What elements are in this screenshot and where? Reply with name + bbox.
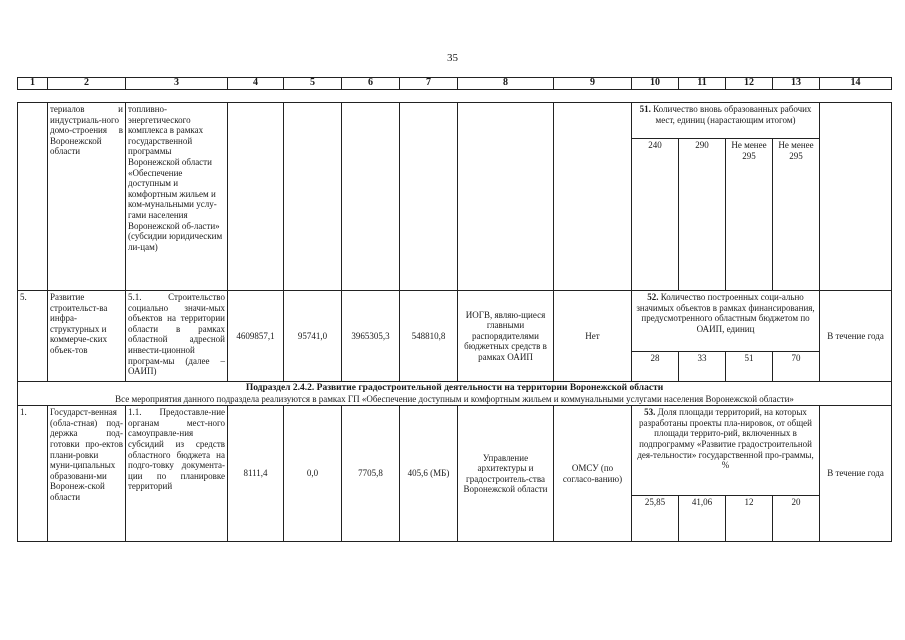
col-header-4: 4 bbox=[228, 78, 284, 90]
indicator-52-value-3: 51 bbox=[726, 352, 773, 382]
section-subtitle: Все мероприятия данного подраздела реализуются в рамках ГП «Обеспечение доступным и комфортным жильем и коммунальными услугами населения Воронежской области» bbox=[115, 393, 794, 404]
row5-deadline: В течение года bbox=[820, 291, 892, 382]
indicator-52-value-1: 28 bbox=[632, 352, 679, 382]
row-cont-num bbox=[18, 103, 48, 291]
col-header-3: 3 bbox=[126, 78, 228, 90]
row1-col7: 405,6 (МБ) bbox=[400, 406, 458, 542]
indicator-53-value-4: 20 bbox=[773, 496, 820, 542]
indicator-52-value-4: 70 bbox=[773, 352, 820, 382]
section-heading-row bbox=[18, 382, 892, 406]
indicator-53-value-1: 25,85 bbox=[632, 496, 679, 542]
indicator-53-number: 53. bbox=[644, 407, 656, 418]
col-header-7: 7 bbox=[400, 78, 458, 90]
page-number: 35 bbox=[447, 52, 458, 64]
col-header-11: 11 bbox=[679, 78, 726, 90]
row1-col4: 8111,4 bbox=[228, 406, 284, 542]
row1-executor: Управление архитектуры и градостроитель-ства Воронежской области bbox=[458, 406, 554, 542]
col-header-14: 14 bbox=[820, 78, 892, 90]
indicator-51-value-4: Не менее 295 bbox=[773, 139, 820, 291]
col-header-1: 1 bbox=[18, 78, 48, 90]
col-header-9: 9 bbox=[554, 78, 632, 90]
row-cont-name: териалов и индустриаль-ного домо-строения в Воронежской области bbox=[48, 103, 126, 291]
row5-num: 5. bbox=[18, 291, 48, 382]
indicator-52-number: 52. bbox=[647, 292, 659, 302]
indicator-52 bbox=[632, 291, 820, 352]
indicator-53-text: Доля площади территорий, на которых разработаны проекты пла-нировок, от общей площади террито-рий, включенных в подпрограмму «Развитие градостроительной дея-тельности» государственной про-граммы, % bbox=[637, 407, 814, 471]
indicator-51-value-2: 290 bbox=[679, 139, 726, 291]
table-row-continued bbox=[18, 103, 892, 139]
row-cont-col4 bbox=[228, 103, 284, 291]
measures-table bbox=[17, 102, 892, 542]
col-header-5: 5 bbox=[284, 78, 342, 90]
row5-col6: 3965305,3 bbox=[342, 291, 400, 382]
row-cont-executor bbox=[458, 103, 554, 291]
row1-num: 1. bbox=[18, 406, 48, 542]
section-title: Подраздел 2.4.2. Развитие градостроительной деятельности на территории Воронежской области bbox=[245, 383, 664, 393]
header-row bbox=[18, 78, 892, 90]
indicator-51-value-1: 240 bbox=[632, 139, 679, 291]
col-header-2: 2 bbox=[48, 78, 126, 90]
row-cont-measure: топливно-энергетического комплекса в рамках государственной программы Воронежской области «Обеспечение доступным и комфортным жильем и ком-мунальными услу-гами населения Воронежской об-ласти» (субсидии юридическим ли-цам) bbox=[126, 103, 228, 291]
table-row-5 bbox=[18, 291, 892, 352]
row-cont-co-executor bbox=[554, 103, 632, 291]
row5-name: Развитие строительст-ва инфра-структурных и коммерче-ских объек-тов bbox=[48, 291, 126, 382]
indicator-51-value-3: Не менее 295 bbox=[726, 139, 773, 291]
indicator-51 bbox=[632, 103, 820, 139]
table-row-1 bbox=[18, 406, 892, 496]
row5-measure: 5.1. Строительство социально значи-мых объектов на территории области в рамках областной адресной инвести-ционной програм-мы (далее – ОАИП) bbox=[126, 291, 228, 382]
section-heading bbox=[18, 382, 892, 406]
row5-col4: 4609857,1 bbox=[228, 291, 284, 382]
indicator-53 bbox=[632, 406, 820, 496]
col-header-13: 13 bbox=[773, 78, 820, 90]
row1-deadline: В течение года bbox=[820, 406, 892, 542]
row1-co-executor: ОМСУ (по согласо-ванию) bbox=[554, 406, 632, 542]
indicator-53-value-2: 41,06 bbox=[679, 496, 726, 542]
row-cont-col6 bbox=[342, 103, 400, 291]
row5-col5: 95741,0 bbox=[284, 291, 342, 382]
row5-co-executor: Нет bbox=[554, 291, 632, 382]
row1-col5: 0,0 bbox=[284, 406, 342, 542]
col-header-12: 12 bbox=[726, 78, 773, 90]
col-header-10: 10 bbox=[632, 78, 679, 90]
row1-name: Государст-венная (обла-стная) под-держка под-готовки про-ектов плани-ровки муни-ципальных образовани-ми Воронеж-ской области bbox=[48, 406, 126, 542]
row5-col7: 548810,8 bbox=[400, 291, 458, 382]
indicator-53-value-3: 12 bbox=[726, 496, 773, 542]
col-header-6: 6 bbox=[342, 78, 400, 90]
row-cont-col5 bbox=[284, 103, 342, 291]
col-header-8: 8 bbox=[458, 78, 554, 90]
indicator-52-text: Количество построенных соци-ально значимых объектов в рамках финансирования, предусмотренного областным бюджетом по ОАИП, единиц bbox=[636, 292, 815, 334]
indicator-52-value-2: 33 bbox=[679, 352, 726, 382]
indicator-51-text: Количество вновь образованных рабочих мест, единиц (нарастающим итогом) bbox=[650, 104, 812, 125]
row1-col6: 7705,8 bbox=[342, 406, 400, 542]
row1-measure: 1.1. Предоставле-ние органам мест-ного самоуправле-ния субсидий из средств областного бюджета на подго-товку документа-ции по планировке территорий bbox=[126, 406, 228, 542]
row-cont-col7 bbox=[400, 103, 458, 291]
indicator-51-number: 51. bbox=[639, 104, 651, 114]
row5-executor: ИОГВ, являю-щиеся главными распорядителями бюджетных средств в рамках ОАИП bbox=[458, 291, 554, 382]
row-cont-deadline bbox=[820, 103, 892, 291]
column-header-table bbox=[17, 77, 892, 90]
